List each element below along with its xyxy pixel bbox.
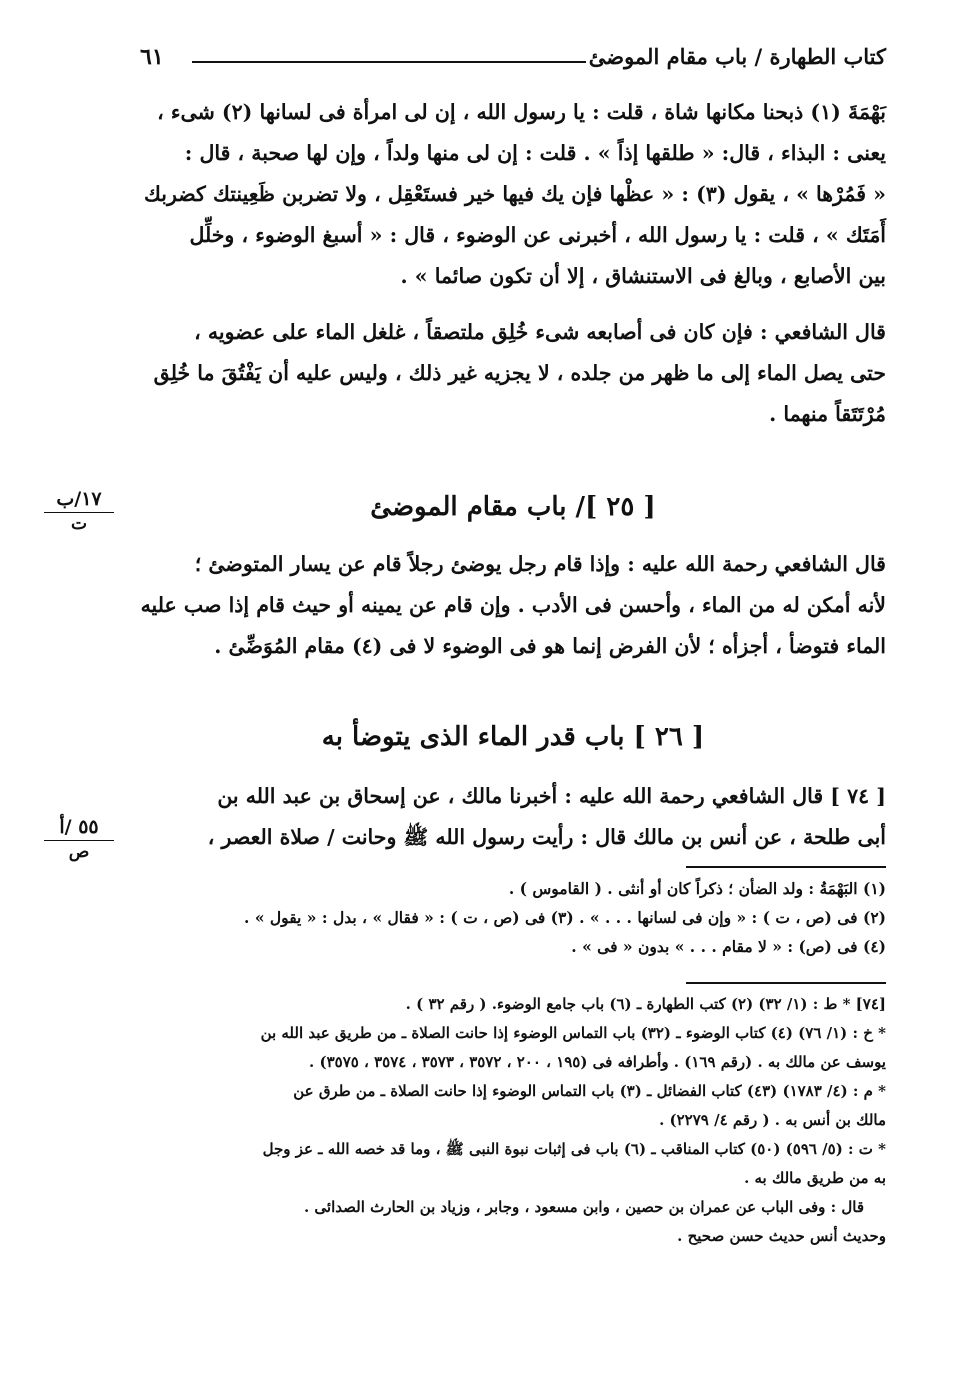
reference-line: به من طريق مالك به . bbox=[744, 1169, 886, 1187]
text-line: لأنه أمكن له من الماء ، وأحسن فى الأدب . وإن قام عن يمينه أو حيث قام إذا صب عليه bbox=[140, 593, 886, 617]
margin-note-bottom: ت bbox=[70, 514, 87, 534]
continuation-text bbox=[140, 92, 886, 297]
footnotes bbox=[140, 874, 886, 961]
page-number: ٦١ bbox=[140, 44, 164, 70]
footnote: (١) البَهْمَةُ : ولد الضأن ؛ ذكراً كان أو أنثى . ( القاموس ) . bbox=[508, 879, 886, 898]
reference-line: قال : وفى الباب عن عمران بن حصين ، وابن مسعود ، وجابر ، وزياد بن الحارث الصدائى . bbox=[303, 1198, 864, 1216]
text-line: أَمَتَك » ، قلت : يا رسول الله ، أخبرنى عن الوضوء ، قال : « أسبغ الوضوء ، وخلِّل bbox=[189, 223, 886, 247]
text-line bbox=[140, 312, 886, 353]
paragraph-lead: قال الشافعي : bbox=[759, 320, 886, 344]
footnote: (٤) فى (ص) : « لا مقام . . . » بدون « فى » . bbox=[571, 937, 886, 956]
shafii-paragraph bbox=[140, 312, 886, 435]
chapter-25-text bbox=[140, 544, 886, 667]
hadith-references bbox=[140, 990, 886, 1251]
reference-line: وحديث أنس حديث حسن صحيح . bbox=[677, 1227, 886, 1245]
text-line: « فَمُرْها » ، يقول (٣) : « عظْها فإن يك فيها خير فستَعْقِل ، ولا تضربن ظَعِينتك كضربك bbox=[143, 182, 886, 206]
reference-line: [٧٤] * ط : (١/ ٣٢) (٢) كتب الطهارة ـ (٦) باب جامع الوضوء. ( رقم ٣٢ ) . bbox=[405, 995, 886, 1013]
footnote: (٢) فى (ص ، ت ) : « وإن فى لسانها . . . » . (٣) فى (ص ، ت ) : « فقال » ، بدل : « يقول » . bbox=[244, 908, 886, 927]
reference-line: يوسف عن مالك به . (رقم ١٦٩) . وأطرافه فى (١٩٥ ، ٢٠٠ ، ٣٥٧٢ ، ٣٥٧٣ ، ٣٥٧٤ ، ٣٥٧٥) . bbox=[309, 1053, 886, 1071]
text-line: حتى يصل الماء إلى ما ظهر من جلده ، لا يجزيه غير ذلك ، وليس عليه أن يَفْتُقَ ما خُلِق bbox=[153, 361, 886, 385]
text-line: الماء فتوضأ ، أجزأه ؛ لأن الفرض إنما هو فى الوضوء لا فى (٤) مقام المُوَضِّئ . bbox=[214, 634, 886, 658]
margin-note-top: ٥٥ /أ bbox=[44, 816, 114, 841]
paragraph-lead: [ ٧٤ ] قال الشافعي bbox=[711, 784, 886, 808]
text-line: بين الأصابع ، وبالغ فى الاستنشاق ، إلا أن تكون صائما » . bbox=[400, 264, 886, 288]
footnote-rule bbox=[686, 866, 886, 868]
header-title: كتاب الطهارة / باب مقام الموضئ bbox=[588, 44, 886, 69]
reference-line: * م : (٤/ ١٧٨٣) (٤٣) كتاب الفضائل ـ (٣) باب التماس الوضوء إذا حانت الصلاة ـ من طرق عن bbox=[293, 1082, 886, 1100]
text-line: يعنى : البذاء ، قال: « طلقها إذاً » . قلت : إن لى منها ولداً ، وإن لها صحبة ، قال : bbox=[184, 141, 886, 165]
margin-note-bottom: ص bbox=[68, 842, 90, 862]
margin-folio-note bbox=[44, 488, 114, 535]
text-line: بَهْمَةَ (١) ذبحنا مكانها شاة ، قلت : يا رسول الله ، إن لى امرأة فى لسانها (٢) شىء ، bbox=[157, 100, 886, 124]
reference-line: مالك بن أنس به . ( رقم ٤/ ٢٢٧٩) . bbox=[659, 1111, 886, 1129]
margin-folio-note bbox=[44, 816, 114, 863]
chapter-heading: [ ٢٦ ] باب قدر الماء الذى يتوضأ به bbox=[321, 722, 705, 752]
running-header bbox=[140, 44, 886, 78]
text-line bbox=[140, 544, 886, 585]
text-span: رحمة الله عليه : وإذا قام رجل يوضئ رجلاً قام عن يسار المتوضئ ؛ bbox=[194, 552, 768, 576]
margin-note-top: ١٧/ب bbox=[44, 488, 114, 513]
header-rule bbox=[192, 61, 586, 63]
text-span: فإن كان فى أصابعه شىء خُلِق ملتصقاً ، غلغل الماء على عضويه ، bbox=[194, 320, 753, 344]
text-line: مُرْتَتَقاً منهما . bbox=[769, 402, 886, 426]
reference-line: * ت : (٥/ ٥٩٦) (٥٠) كتاب المناقب ـ (٦) باب فى إثبات نبوة النبى ﷺ ، وما قد خصه الله ـ عز وجل bbox=[262, 1140, 886, 1158]
text-line bbox=[140, 776, 886, 817]
reference-line: * خ : (١/ ٧٦) (٤) كتاب الوضوء ـ (٣٢) باب التماس الوضوء إذا حانت الصلاة ـ من طريق عبد الله بن bbox=[260, 1024, 886, 1042]
chapter-heading: [ ٢٥ ]/ باب مقام الموضئ bbox=[370, 492, 656, 522]
text-span: رحمة الله عليه : أخبرنا مالك ، عن إسحاق بن عبد الله بن bbox=[217, 784, 705, 808]
references-rule bbox=[686, 982, 886, 984]
chapter-26-text bbox=[140, 776, 886, 858]
paragraph-lead: قال الشافعي bbox=[774, 552, 886, 576]
text-line: أبى طلحة ، عن أنس بن مالك قال : رأيت رسول الله ﷺ وحانت / صلاة العصر ، bbox=[207, 825, 886, 849]
